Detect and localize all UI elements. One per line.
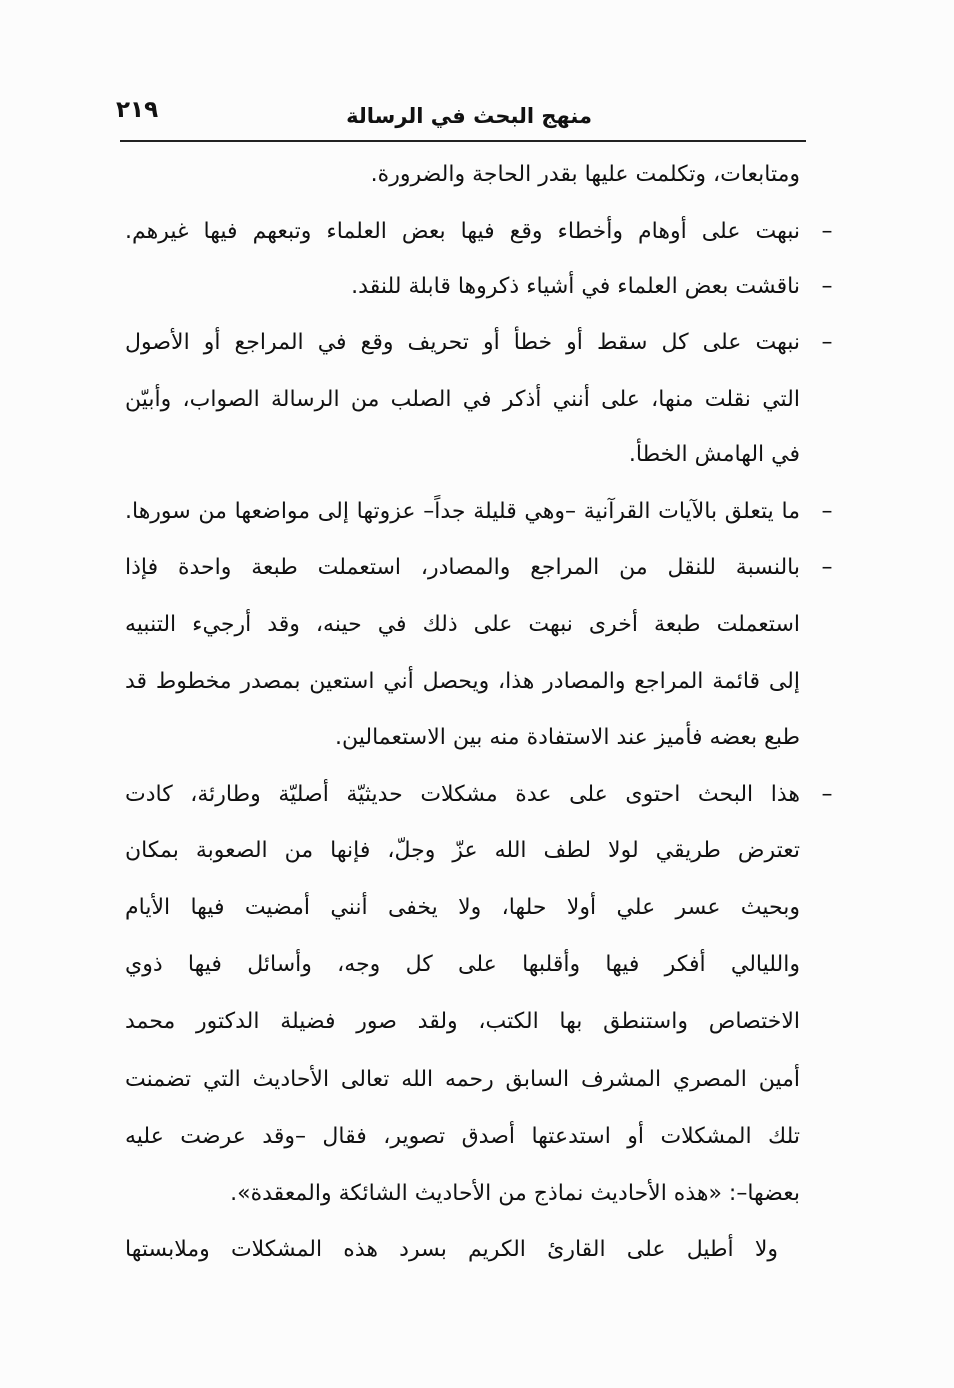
- list-bullet: –: [821, 219, 833, 244]
- text-line: نبهت على أوهام وأخطاء وقع فيها بعض العلماء وتبعهم فيها غيرهم.: [125, 219, 800, 244]
- text-line: بعضها–: «هذه الأحاديث نماذج من الأحاديث الشائكة والمعقدة».: [230, 1181, 800, 1206]
- text-line: استعملت طبعة أخرى نبهت على ذلك في حينه، وقد أرجيء التنبيه: [125, 612, 800, 637]
- running-header-title: منهج البحث في الرسالة: [346, 104, 592, 128]
- text-line: ما يتعلق بالآيات القرآنية –وهي قليلة جداً– عزوتها إلى مواضعها من سورها.: [125, 499, 800, 524]
- text-line: الاختصاص واستنطق بها الكتب، ولقد صور فضيلة الدكتور محمد: [125, 1009, 800, 1034]
- text-line: التي نقلت منها، على أنني أذكر في الصلب من الرسالة الصواب، وأبيّن: [125, 387, 800, 412]
- text-line: في الهامش الخطأ.: [628, 442, 800, 467]
- text-line: تعترض طريقي لولا لطف الله عزّ وجلّ، فإنها من الصعوبة بمكان: [125, 838, 800, 863]
- text-line: تلك المشكلات أو استدعتها أصدق تصوير، فقال –وقد عرضت عليه: [125, 1124, 800, 1149]
- list-bullet: –: [821, 555, 833, 580]
- list-bullet: –: [821, 274, 833, 299]
- text-line: بالنسبة للنقل من المراجع والمصادر، استعملت طبعة واحدة فإذا: [125, 555, 800, 580]
- text-line: وبحيث عسر علي أولا حلها، ولا يخفى أنني أمضيت فيها الأيام: [125, 895, 800, 920]
- text-line: ناقشت بعض العلماء في أشياء ذكروها قابلة للنقد.: [351, 274, 800, 299]
- text-line: نبهت على كل سقط أو خطأ أو تحريف وقع في المراجع أو الأصول: [125, 330, 800, 355]
- text-line: إلى قائمة المراجع والمصادر هذا، ويحصل أني استعين بمصدر مخطوط قد: [125, 669, 800, 694]
- list-bullet: –: [821, 782, 833, 807]
- text-line: هذا البحث احتوى على عدة مشكلات حديثيّة أصليّة وطارئة، كادت: [125, 782, 800, 807]
- text-line: طبع بعضه فأميز عند الاستفادة منه بين الاستعمالين.: [335, 725, 800, 750]
- header-rule: [120, 140, 806, 142]
- list-bullet: –: [821, 499, 833, 524]
- page-number: ٢١٩: [116, 97, 159, 123]
- text-line: ومتابعات، وتكلمت عليها بقدر الحاجة والضرورة.: [370, 162, 800, 187]
- text-line: أمين المصري المشرف السابق رحمه الله تعالى الأحاديث التي تضمنت: [125, 1067, 800, 1092]
- text-line: والليالي أفكر فيها وأقلبها على كل وجه، وأسائل فيها ذوي: [125, 952, 800, 977]
- text-line: ولا أطيل على القارئ الكريم بسرد هذه المشكلات وملابستها: [125, 1237, 778, 1262]
- list-bullet: –: [821, 330, 833, 355]
